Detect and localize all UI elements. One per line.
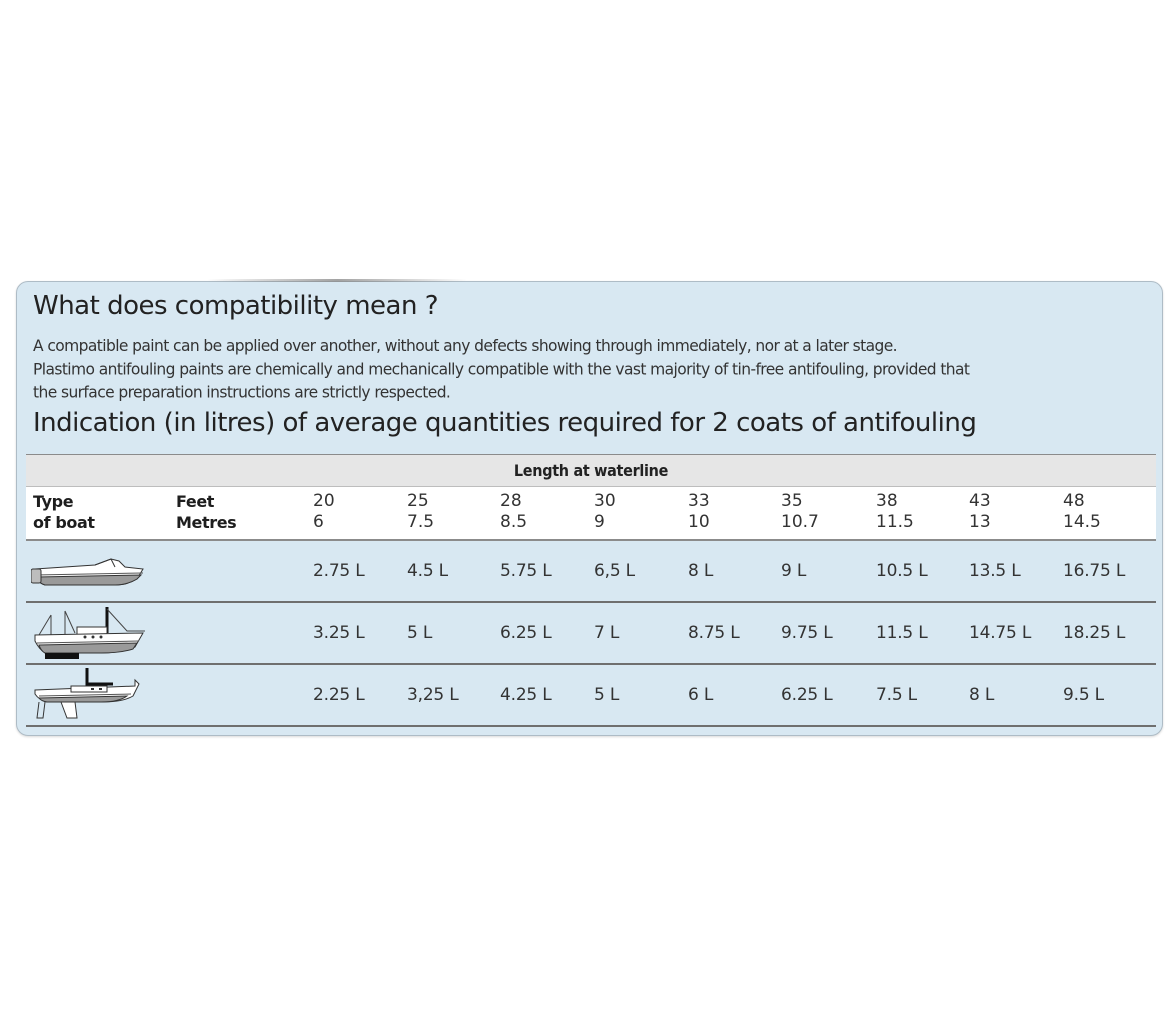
intro-text xyxy=(33,334,1133,403)
length-column xyxy=(1063,491,1101,533)
quantity-table xyxy=(26,454,1156,727)
table-row xyxy=(26,541,1156,603)
quantity-cell: 9 L xyxy=(781,561,807,581)
table-header-row xyxy=(26,486,1156,541)
length-feet: 30 xyxy=(594,491,616,511)
table-row xyxy=(26,603,1156,665)
quantity-cell: 4.25 L xyxy=(500,685,552,705)
length-metres: 7.5 xyxy=(407,512,435,532)
length-feet: 43 xyxy=(969,491,991,511)
units-label xyxy=(176,491,236,533)
motorboat-icon xyxy=(31,555,149,589)
quantity-cell: 3.25 L xyxy=(313,623,365,643)
length-feet: 28 xyxy=(500,491,522,511)
panel-top-highlight xyxy=(207,279,467,282)
quantity-cell: 18.25 L xyxy=(1063,623,1126,643)
table-title: Indication (in litres) of average quantities required for 2 coats of antifouling xyxy=(33,408,977,438)
quantity-cell: 11.5 L xyxy=(876,623,928,643)
length-feet: 20 xyxy=(313,491,335,511)
length-column xyxy=(313,491,335,533)
quantity-cell: 4.5 L xyxy=(407,561,448,581)
motorsailer-icon xyxy=(31,605,149,661)
quantity-cell: 7 L xyxy=(594,623,620,643)
quantity-cell: 16.75 L xyxy=(1063,561,1126,581)
length-metres: 10.7 xyxy=(781,512,819,532)
length-column xyxy=(969,491,991,533)
quantity-cell: 5 L xyxy=(407,623,433,643)
length-feet: 25 xyxy=(407,491,429,511)
intro-line-3: the surface preparation instructions are strictly respected. xyxy=(33,382,451,402)
length-metres: 14.5 xyxy=(1063,512,1101,532)
compatibility-heading: What does compatibility mean ? xyxy=(33,291,438,321)
quantity-cell: 8.75 L xyxy=(688,623,740,643)
intro-line-2: Plastimo antifouling paints are chemically and mechanically compatible with the vast majority of tin-free antifouling, provided that xyxy=(33,359,970,379)
compatibility-panel xyxy=(16,281,1163,736)
sailboat-icon xyxy=(31,666,149,724)
feet-label: Feet xyxy=(176,492,215,511)
length-column xyxy=(594,491,616,533)
quantity-cell: 8 L xyxy=(969,685,995,705)
length-feet: 35 xyxy=(781,491,803,511)
quantity-cell: 3,25 L xyxy=(407,685,459,705)
length-column xyxy=(876,491,914,533)
quantity-cell: 9.5 L xyxy=(1063,685,1104,705)
length-metres: 6 xyxy=(313,512,324,532)
quantity-cell: 2.25 L xyxy=(313,685,365,705)
length-feet: 33 xyxy=(688,491,710,511)
quantity-cell: 8 L xyxy=(688,561,714,581)
quantity-cell: 7.5 L xyxy=(876,685,917,705)
length-at-waterline-band: Length at waterline xyxy=(26,454,1156,486)
length-metres: 13 xyxy=(969,512,991,532)
quantity-cell: 5.75 L xyxy=(500,561,552,581)
type-of-boat-label xyxy=(33,491,95,533)
length-column xyxy=(781,491,819,533)
quantity-cell: 6.25 L xyxy=(500,623,552,643)
length-column xyxy=(500,491,527,533)
quantity-cell: 6 L xyxy=(688,685,714,705)
intro-line-1: A compatible paint can be applied over another, without any defects showing through immediately, nor at a later stage. xyxy=(33,336,897,356)
length-metres: 10 xyxy=(688,512,710,532)
quantity-cell: 10.5 L xyxy=(876,561,928,581)
metres-label: Metres xyxy=(176,513,237,532)
length-feet: 38 xyxy=(876,491,898,511)
quantity-cell: 14.75 L xyxy=(969,623,1032,643)
quantity-cell: 5 L xyxy=(594,685,620,705)
length-metres: 8.5 xyxy=(500,512,528,532)
length-metres: 9 xyxy=(594,512,605,532)
type-label-line-1: Type xyxy=(33,492,74,511)
length-feet: 48 xyxy=(1063,491,1085,511)
length-column xyxy=(688,491,710,533)
quantity-cell: 13.5 L xyxy=(969,561,1021,581)
quantity-cell: 2.75 L xyxy=(313,561,365,581)
length-metres: 11.5 xyxy=(876,512,914,532)
table-row xyxy=(26,665,1156,727)
quantity-cell: 9.75 L xyxy=(781,623,833,643)
quantity-cell: 6,5 L xyxy=(594,561,635,581)
length-column xyxy=(407,491,434,533)
type-label-line-2: of boat xyxy=(33,513,95,532)
quantity-cell: 6.25 L xyxy=(781,685,833,705)
